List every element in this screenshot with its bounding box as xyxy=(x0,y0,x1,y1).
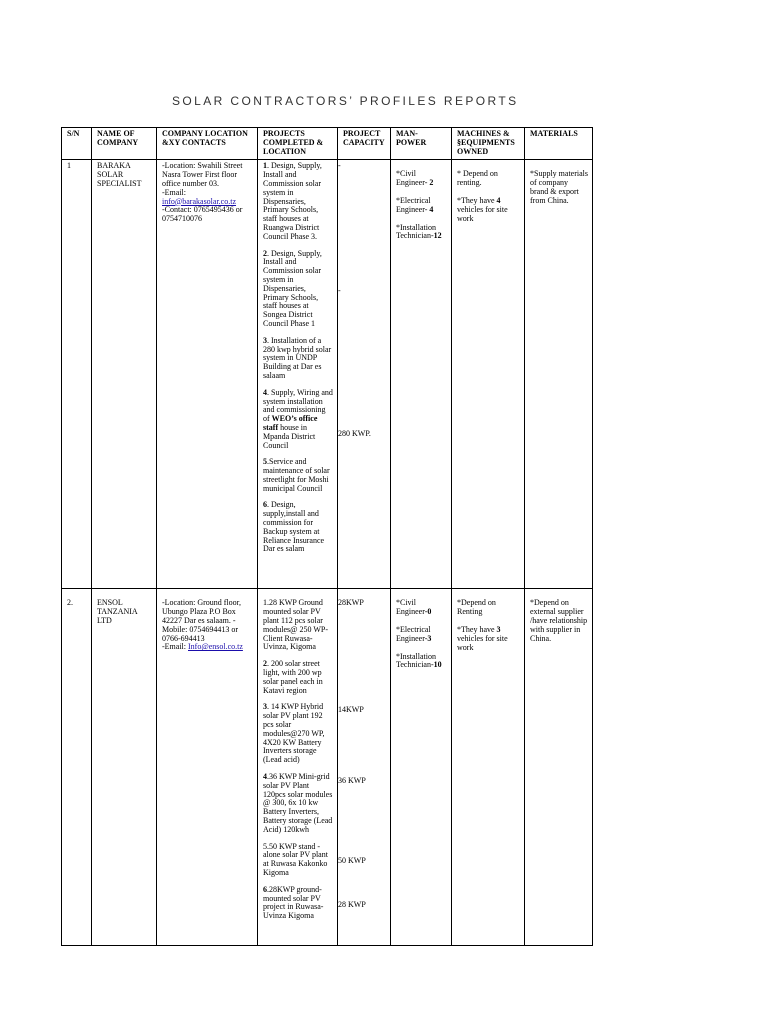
row1-project-4 xyxy=(263,389,333,451)
manpower-label: *Installation Technician- xyxy=(396,651,436,670)
row1-capacity-3: 280 KWP. xyxy=(338,429,371,439)
row2-company-text: ENSOL TANZANIA LTD xyxy=(97,598,138,625)
project-number: 1 xyxy=(263,598,267,608)
machines-text: vehicles for site work xyxy=(457,633,508,652)
row2-materials-text: *Depend on external supplier /have relationship with supplier in China. xyxy=(530,598,588,643)
report-title: SOLAR CONTRACTORS’ PROFILES REPORTS xyxy=(172,94,519,108)
manpower-label: *Electrical Engineer- xyxy=(396,624,431,643)
header-machines: MACHINES & §EQUIPMENTS OWNED xyxy=(452,128,525,160)
manpower-label: *Civil Engineer- xyxy=(396,169,430,188)
header-projects: PROJECTS COMPLETED & LOCATION xyxy=(258,128,338,160)
row1-company: BARAKA SOLAR SPECIALIST xyxy=(92,160,157,589)
row2-capacity-1: 28KWP xyxy=(338,598,364,608)
row2-sn-text: 2. xyxy=(67,598,73,608)
row2-project-2 xyxy=(263,660,333,695)
row1-project-1 xyxy=(263,162,333,241)
contractors-table xyxy=(61,127,593,946)
row1-machines xyxy=(452,160,525,589)
manpower-count: 0 xyxy=(427,607,432,617)
table-row-baraka xyxy=(62,160,593,589)
row2-email-label: -Email: xyxy=(162,642,188,652)
project-number: 4 xyxy=(263,771,267,781)
row2-sn xyxy=(62,589,92,946)
row1-capacity-2: - xyxy=(338,286,341,296)
project-number: 3 xyxy=(263,335,267,345)
row1-email-label: -Email: xyxy=(162,187,186,197)
header-sn: S/N xyxy=(62,128,92,160)
project-number: 3 xyxy=(263,702,267,712)
project-text: . Supply, Wiring and system installation and commissioning of xyxy=(263,387,333,424)
row1-location-text: -Location: Swahili Street Nasra Tower First floor office number 03. xyxy=(162,161,243,188)
project-text: .50 KWP stand - alone solar PV plant at Ruwasa Kakonko Kigoma xyxy=(263,841,328,877)
manpower-label: *Installation Technician- xyxy=(396,222,436,241)
header-manpower: MAN-POWER xyxy=(391,128,452,160)
table-header-row xyxy=(62,128,593,160)
project-number: 1 xyxy=(263,161,267,171)
row2-materials xyxy=(525,589,593,946)
row1-email-link[interactable]: info@barakasolar.co.tz xyxy=(162,196,237,206)
row2-company xyxy=(92,589,157,946)
project-number: 5 xyxy=(263,457,267,467)
project-number: 6 xyxy=(263,884,267,894)
manpower-count: 2 xyxy=(429,178,434,188)
row1-project-5 xyxy=(263,458,333,493)
manpower-count: 12 xyxy=(433,231,442,241)
project-text: .28KWP ground-mounted solar PV project in Ruwasa-Uvinza Kigoma xyxy=(263,884,324,921)
project-number: 2 xyxy=(263,248,267,258)
row2-manpower xyxy=(391,589,452,946)
project-text: . Design, Supply, Install and Commission solar system in Dispensaries, Primary Schools, staff houses at Ruangwa District Council Phase 3. xyxy=(263,161,322,241)
project-text: .28 KWP Ground mounted solar PV plant 112 pcs solar modules@ 250 WP- Client Ruwasa- Uvinza, Kigoma xyxy=(263,598,328,652)
machines-count: 4 xyxy=(496,195,501,205)
manpower-count: 4 xyxy=(429,204,434,214)
manpower-count: 10 xyxy=(433,660,442,670)
row1-manpower-installation xyxy=(396,224,447,242)
row1-machines-renting xyxy=(457,170,520,188)
project-number: 4 xyxy=(263,387,267,397)
row2-machines-renting xyxy=(457,599,520,617)
row2-location xyxy=(157,589,258,946)
header-materials: MATERIALS xyxy=(525,128,593,160)
manpower-label: *Civil Engineer- xyxy=(396,598,428,617)
project-text-bold: WEO’s office staff xyxy=(263,414,318,432)
project-text: . 200 solar street light, with 200 wp solar panel each in Katavi region xyxy=(263,659,323,695)
row1-manpower-electrical xyxy=(396,197,447,215)
row2-project-5 xyxy=(263,843,333,878)
row2-manpower-civil xyxy=(396,599,447,617)
row2-capacity-5: 28 KWP xyxy=(338,900,366,910)
row1-projects xyxy=(258,160,338,589)
row2-project-4 xyxy=(263,773,333,835)
project-number: 6 xyxy=(263,500,267,510)
row1-materials-text: *Supply materials of company brand & export from China. xyxy=(530,169,588,205)
row1-machines-vehicles xyxy=(457,197,520,223)
header-company: NAME OF COMPANY xyxy=(92,128,157,160)
row1-manpower xyxy=(391,160,452,589)
row2-manpower-electrical xyxy=(396,626,447,644)
row1-manpower-civil xyxy=(396,170,447,188)
machines-text: *They have xyxy=(457,624,497,634)
row1-capacity xyxy=(338,160,391,589)
project-text: .Service and maintenance of solar streetlight for Moshi municipal Council xyxy=(263,457,330,493)
project-number: 5 xyxy=(263,841,267,851)
row2-project-1 xyxy=(263,599,333,652)
project-text: house in Mpanda District Council xyxy=(263,422,316,450)
row1-contact: -Contact: 0765495436 or 0754710076 xyxy=(162,205,243,224)
machines-count: 3 xyxy=(496,624,501,634)
project-text: . Design, supply,install and commission for Backup system at Reliance Insurance Dar es salam xyxy=(263,500,325,554)
row1-project-2 xyxy=(263,250,333,329)
machines-text: vehicles for site work xyxy=(457,204,508,223)
row2-project-6 xyxy=(263,886,333,921)
row2-projects xyxy=(258,589,338,946)
row2-capacity-3: 36 KWP xyxy=(338,776,366,786)
table-row-ensol xyxy=(62,589,593,946)
project-text: .36 KWP Mini-grid solar PV Plant 120pcs solar modules @ 300, 6x 10 kw Battery Inverters, Battery storage (Lead Acid) 120kwh xyxy=(263,771,333,834)
row2-machines xyxy=(452,589,525,946)
machines-text: * Depend on renting. xyxy=(457,169,498,188)
project-text: . 14 KWP Hybrid solar PV plant 192 pcs solar modules@270 WP, 4X20 KW Battery Inverters storage (Lead acid) xyxy=(263,702,325,765)
manpower-count: 3 xyxy=(427,633,432,643)
row2-project-3 xyxy=(263,703,333,765)
header-location: COMPANY LOCATION &XY CONTACTS xyxy=(157,128,258,160)
manpower-label: *Electrical Engineer- xyxy=(396,195,431,214)
row2-capacity-2: 14KWP xyxy=(338,705,364,715)
header-capacity: PROJECT CAPACITY xyxy=(338,128,391,160)
row2-capacity xyxy=(338,589,391,946)
row1-materials xyxy=(525,160,593,589)
row1-location xyxy=(157,160,258,589)
row1-project-3 xyxy=(263,337,333,381)
row2-email-link[interactable]: Info@ensol.co.tz xyxy=(188,642,243,652)
project-text: . Installation of a 280 kwp hybrid solar system in UNDP Building at Dar es salaam xyxy=(263,335,332,380)
row2-manpower-installation xyxy=(396,653,447,671)
project-number: 2 xyxy=(263,659,267,669)
row2-machines-vehicles xyxy=(457,626,520,652)
machines-text: *They have xyxy=(457,195,497,205)
project-text: . Design, Supply, Install and Commission solar system in Dispensaries, Primary Schools, staff houses at Songea District Council Phase 1 xyxy=(263,248,322,328)
machines-text: *Depend on Renting xyxy=(457,598,496,617)
row1-project-6 xyxy=(263,501,333,554)
row1-capacity-1: - xyxy=(338,161,341,171)
row2-location-text: -Location: Ground floor, Ubungo Plaza P.O Box 42227 Dar es salaam. -Mobile: 0754694413 or 0766-694413 xyxy=(162,598,241,643)
row1-sn: 1 xyxy=(62,160,92,589)
row2-capacity-4: 50 KWP xyxy=(338,856,366,866)
row2-email-line xyxy=(162,643,253,652)
